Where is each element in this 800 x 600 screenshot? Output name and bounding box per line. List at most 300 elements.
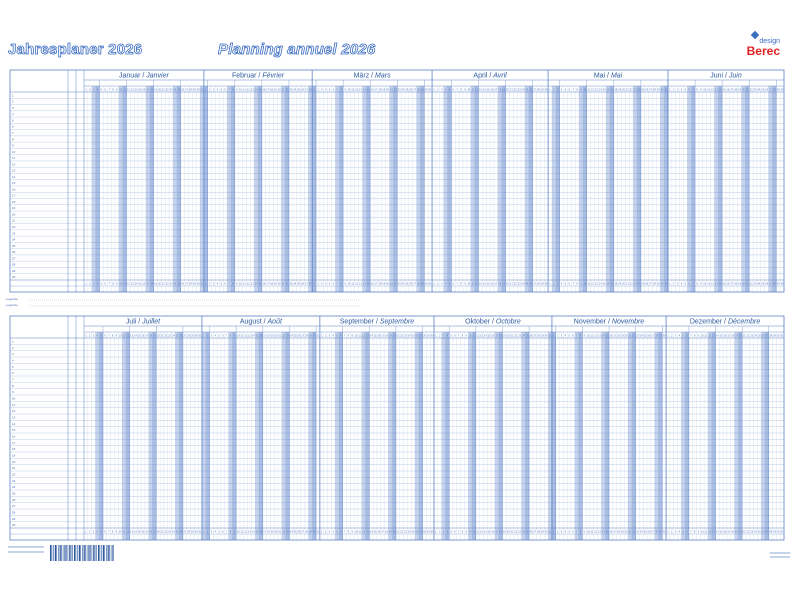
day-number: 11 bbox=[587, 88, 591, 92]
barcode-bar bbox=[93, 545, 94, 561]
barcode-bar bbox=[69, 545, 70, 561]
day-number-footer: 15 bbox=[138, 282, 142, 286]
day-number: 22 bbox=[749, 88, 753, 92]
day-number-footer: 23 bbox=[517, 282, 521, 286]
day-number: 24 bbox=[173, 88, 177, 92]
day-number-footer: 4 bbox=[96, 530, 99, 534]
day-number-footer: 5 bbox=[682, 530, 684, 534]
day-number-footer: 6 bbox=[572, 530, 574, 534]
day-number: 8 bbox=[112, 88, 114, 92]
day-number-footer: 1 bbox=[313, 282, 315, 286]
day-number-footer: 2 bbox=[438, 530, 441, 534]
day-number-footer: 26 bbox=[761, 530, 765, 534]
day-number: 16 bbox=[609, 334, 613, 338]
day-number: 7 bbox=[692, 88, 694, 92]
day-number-footer: 25 bbox=[177, 282, 181, 286]
day-number-footer: 7 bbox=[690, 530, 692, 534]
day-number: 8 bbox=[696, 88, 698, 92]
day-number-footer: 20 bbox=[386, 282, 390, 286]
day-number-footer: 7 bbox=[336, 282, 339, 286]
day-number: 23 bbox=[404, 334, 407, 338]
day-number-footer: 14 bbox=[362, 282, 366, 286]
day-number-footer: 13 bbox=[598, 530, 601, 534]
day-number-footer: 17 bbox=[145, 530, 149, 534]
day-number: 2 bbox=[438, 334, 441, 338]
day-number-footer: 4 bbox=[332, 530, 334, 534]
row-number: 9 bbox=[12, 143, 14, 148]
barcode-bar bbox=[96, 545, 97, 561]
day-number: 25 bbox=[175, 334, 179, 338]
day-number-footer: 28 bbox=[305, 530, 308, 534]
day-number: 8 bbox=[460, 88, 462, 92]
day-number: 6 bbox=[340, 334, 342, 338]
day-number: 2 bbox=[671, 334, 673, 338]
row-number: 2 bbox=[12, 345, 14, 350]
month-label: Juli / Juillet bbox=[125, 318, 161, 326]
day-number-footer: 10 bbox=[119, 282, 123, 286]
row-number: 2 bbox=[12, 99, 14, 104]
day-number: 12 bbox=[594, 334, 598, 338]
day-number-footer: 1 bbox=[549, 282, 551, 286]
day-number: 28 bbox=[187, 334, 191, 338]
weekend-column bbox=[259, 332, 263, 540]
day-number: 28 bbox=[652, 88, 656, 92]
day-number-footer: 6 bbox=[222, 530, 224, 534]
weekend-column bbox=[712, 332, 716, 540]
day-number: 12 bbox=[244, 334, 248, 338]
day-number: 29 bbox=[540, 334, 544, 338]
day-number: 14 bbox=[362, 88, 366, 92]
day-number: 28 bbox=[769, 334, 773, 338]
day-number: 3 bbox=[557, 88, 559, 92]
day-number-footer: 8 bbox=[460, 282, 462, 286]
day-number-footer: 23 bbox=[636, 530, 639, 534]
day-number: 17 bbox=[263, 334, 267, 338]
day-number-footer: 13 bbox=[359, 282, 362, 286]
row-number: 25 bbox=[12, 243, 16, 248]
day-number: 2 bbox=[556, 334, 559, 338]
day-number-footer: 7 bbox=[108, 530, 110, 534]
day-number-footer: 29 bbox=[656, 282, 660, 286]
day-number: 4 bbox=[560, 88, 563, 92]
weekend-column bbox=[552, 332, 556, 540]
day-number-footer: 27 bbox=[533, 530, 537, 534]
day-number-footer: 25 bbox=[757, 530, 761, 534]
day-number-footer: 28 bbox=[772, 282, 776, 286]
day-number-footer: 14 bbox=[483, 530, 487, 534]
day-number: 9 bbox=[351, 334, 353, 338]
day-number: 1 bbox=[205, 88, 207, 92]
day-number-footer: 1 bbox=[553, 530, 555, 534]
day-number: 20 bbox=[277, 88, 281, 92]
day-number: 24 bbox=[639, 334, 643, 338]
day-number-footer: 2 bbox=[317, 282, 319, 286]
row-number: 14 bbox=[12, 174, 16, 179]
day-number: 5 bbox=[328, 88, 331, 92]
day-number-footer: 7 bbox=[692, 282, 694, 286]
day-number: 1 bbox=[433, 88, 435, 92]
day-number: 10 bbox=[354, 334, 358, 338]
day-number: 3 bbox=[441, 88, 443, 92]
day-number-footer: 29 bbox=[426, 530, 430, 534]
day-number-footer: 30 bbox=[780, 282, 784, 286]
row-number: 16 bbox=[12, 187, 16, 192]
row-number: 3 bbox=[12, 352, 14, 357]
day-number-footer: 22 bbox=[285, 282, 289, 286]
day-number: 28 bbox=[772, 88, 776, 92]
day-number: 6 bbox=[568, 88, 571, 92]
day-number-footer: 12 bbox=[127, 282, 130, 286]
day-number-footer: 21 bbox=[745, 282, 749, 286]
day-number-footer: 17 bbox=[146, 282, 150, 286]
day-number-footer: 11 bbox=[587, 282, 591, 286]
day-number-footer: 6 bbox=[686, 530, 688, 534]
barcode-bar bbox=[60, 545, 61, 561]
day-number-footer: 3 bbox=[321, 282, 323, 286]
day-number-footer: 26 bbox=[297, 530, 301, 534]
day-number-footer: 1 bbox=[669, 282, 671, 286]
day-number: 3 bbox=[210, 334, 213, 338]
weekend-column bbox=[255, 332, 259, 540]
day-number: 4 bbox=[446, 334, 449, 338]
barcode-bar bbox=[111, 545, 112, 561]
day-number-footer: 17 bbox=[727, 530, 731, 534]
day-number: 4 bbox=[444, 88, 447, 92]
day-number-footer: 30 bbox=[312, 530, 316, 534]
day-number: 14 bbox=[483, 334, 487, 338]
row-number: 27 bbox=[12, 504, 16, 509]
day-number-footer: 1 bbox=[435, 530, 437, 534]
barcode-bar bbox=[52, 545, 53, 561]
day-number: 4 bbox=[96, 88, 99, 92]
row-number: 24 bbox=[12, 237, 16, 242]
day-number-footer: 19 bbox=[388, 530, 392, 534]
day-number: 13 bbox=[130, 88, 134, 92]
day-number: 6 bbox=[686, 334, 688, 338]
day-number-footer: 13 bbox=[130, 530, 133, 534]
day-number: 6 bbox=[332, 88, 335, 92]
day-number-footer: 25 bbox=[643, 530, 647, 534]
day-number-footer: 15 bbox=[605, 530, 609, 534]
legend-label: Legende bbox=[6, 297, 18, 301]
day-number: 29 bbox=[190, 334, 194, 338]
day-number-footer: 17 bbox=[266, 282, 270, 286]
row-number: 3 bbox=[12, 105, 14, 110]
row-number: 22 bbox=[12, 472, 16, 477]
day-number: 24 bbox=[289, 334, 293, 338]
day-number-footer: 2 bbox=[324, 530, 327, 534]
day-number-footer: 28 bbox=[308, 282, 312, 286]
barcode-bar bbox=[98, 545, 99, 561]
day-number-footer: 2 bbox=[673, 282, 675, 286]
day-number: 25 bbox=[411, 334, 415, 338]
day-number-footer: 4 bbox=[216, 282, 219, 286]
day-number: 15 bbox=[602, 88, 606, 92]
month-label: August / Août bbox=[239, 318, 282, 326]
day-number: 26 bbox=[297, 334, 301, 338]
day-number: 12 bbox=[708, 334, 712, 338]
day-number: 3 bbox=[92, 334, 95, 338]
day-number: 23 bbox=[168, 334, 172, 338]
weekend-column bbox=[765, 332, 769, 540]
day-number: 15 bbox=[366, 88, 370, 92]
day-number: 22 bbox=[513, 88, 517, 92]
day-number: 6 bbox=[688, 88, 690, 92]
day-number-footer: 18 bbox=[614, 282, 618, 286]
day-number: 13 bbox=[594, 88, 598, 92]
day-number: 11 bbox=[704, 334, 708, 338]
day-number-footer: 20 bbox=[506, 282, 509, 286]
day-number-footer: 20 bbox=[738, 530, 742, 534]
day-number: 1 bbox=[85, 88, 87, 92]
day-number: 27 bbox=[765, 334, 769, 338]
day-number: 12 bbox=[475, 88, 478, 92]
day-number: 24 bbox=[754, 334, 757, 338]
day-number: 8 bbox=[229, 334, 232, 338]
day-number-footer: 10 bbox=[583, 282, 587, 286]
day-number: 9 bbox=[116, 88, 118, 92]
barcode-bar bbox=[72, 545, 73, 561]
day-number-footer: 23 bbox=[753, 282, 757, 286]
day-number: 17 bbox=[610, 88, 614, 92]
day-number: 12 bbox=[126, 334, 130, 338]
day-number: 27 bbox=[183, 334, 187, 338]
day-number-footer: 16 bbox=[141, 530, 145, 534]
day-number-footer: 2 bbox=[88, 530, 91, 534]
day-number: 28 bbox=[305, 334, 308, 338]
barcode-bar bbox=[77, 545, 78, 561]
day-number: 13 bbox=[478, 88, 482, 92]
day-number: 11 bbox=[590, 334, 594, 338]
day-number: 27 bbox=[301, 334, 305, 338]
day-number-footer: 30 bbox=[196, 282, 200, 286]
day-number: 3 bbox=[442, 334, 445, 338]
day-number: 30 bbox=[544, 334, 548, 338]
day-number: 13 bbox=[714, 88, 718, 92]
day-number-footer: 26 bbox=[765, 282, 769, 286]
day-number: 13 bbox=[712, 334, 716, 338]
row-number: 15 bbox=[12, 428, 16, 433]
day-number-footer: 13 bbox=[480, 530, 483, 534]
row-number: 21 bbox=[12, 218, 16, 223]
barcode-bar bbox=[58, 545, 59, 561]
day-number: 23 bbox=[169, 88, 173, 92]
day-number: 16 bbox=[262, 88, 266, 92]
row-number: 13 bbox=[12, 415, 16, 420]
day-number: 16 bbox=[723, 334, 727, 338]
weekend-column bbox=[605, 332, 609, 540]
day-number-footer: 21 bbox=[628, 530, 632, 534]
day-number: 18 bbox=[149, 334, 153, 338]
day-number: 20 bbox=[741, 88, 745, 92]
day-number-footer: 24 bbox=[637, 282, 641, 286]
day-number: 7 bbox=[228, 88, 230, 92]
weekend-column bbox=[126, 332, 130, 540]
day-number-footer: 11 bbox=[243, 282, 246, 286]
barcode-bar bbox=[64, 545, 65, 561]
day-number-footer: 28 bbox=[188, 282, 192, 286]
day-number: 14 bbox=[369, 334, 373, 338]
weekend-column bbox=[522, 332, 526, 540]
day-number: 20 bbox=[392, 334, 396, 338]
day-number: 9 bbox=[344, 88, 346, 92]
weekend-column bbox=[335, 332, 339, 540]
day-number-footer: 27 bbox=[304, 282, 308, 286]
day-number-footer: 24 bbox=[639, 530, 643, 534]
day-number: 17 bbox=[145, 334, 149, 338]
weekend-column bbox=[442, 332, 449, 540]
row-number: 18 bbox=[12, 199, 16, 204]
day-number-footer: 9 bbox=[344, 282, 346, 286]
day-number-footer: 27 bbox=[765, 530, 769, 534]
day-number-footer: 19 bbox=[502, 282, 506, 286]
day-number-footer: 30 bbox=[660, 282, 664, 286]
row-number: 23 bbox=[12, 478, 16, 483]
day-number-footer: 9 bbox=[116, 282, 118, 286]
day-number-footer: 3 bbox=[674, 530, 677, 534]
day-number-footer: 21 bbox=[742, 530, 746, 534]
day-number: 11 bbox=[122, 334, 126, 338]
day-number: 1 bbox=[321, 334, 323, 338]
day-number: 5 bbox=[336, 334, 338, 338]
day-number: 11 bbox=[707, 88, 710, 92]
day-number: 25 bbox=[643, 334, 647, 338]
day-number: 1 bbox=[203, 334, 205, 338]
day-number-footer: 30 bbox=[776, 530, 780, 534]
day-number-footer: 12 bbox=[355, 282, 359, 286]
day-number: 4 bbox=[680, 88, 683, 92]
day-number-footer: 12 bbox=[708, 530, 712, 534]
print-info-block bbox=[770, 556, 790, 558]
day-number-footer: 10 bbox=[700, 530, 704, 534]
day-number: 26 bbox=[301, 88, 304, 92]
day-number: 2 bbox=[317, 88, 319, 92]
row-number: 19 bbox=[12, 453, 16, 458]
day-number-footer: 16 bbox=[609, 530, 613, 534]
day-number: 24 bbox=[757, 88, 761, 92]
day-number: 30 bbox=[776, 334, 780, 338]
day-number-footer: 18 bbox=[617, 530, 620, 534]
day-number-footer: 4 bbox=[214, 530, 216, 534]
day-number: 31 bbox=[548, 334, 552, 338]
day-number-footer: 27 bbox=[649, 282, 653, 286]
day-number: 12 bbox=[127, 88, 130, 92]
day-number: 3 bbox=[328, 334, 331, 338]
day-number: 26 bbox=[761, 334, 765, 338]
day-number-footer: 17 bbox=[374, 282, 378, 286]
day-number-footer: 24 bbox=[173, 282, 177, 286]
day-number: 29 bbox=[658, 334, 662, 338]
day-number-footer: 15 bbox=[719, 530, 723, 534]
article-number-block bbox=[8, 546, 44, 548]
day-number: 30 bbox=[196, 88, 200, 92]
day-number: 16 bbox=[606, 88, 610, 92]
day-number: 28 bbox=[188, 88, 192, 92]
day-number-footer: 4 bbox=[324, 282, 327, 286]
day-number-footer: 2 bbox=[437, 282, 439, 286]
day-number-footer: 14 bbox=[254, 282, 258, 286]
day-number-footer: 29 bbox=[540, 530, 544, 534]
day-number-footer: 25 bbox=[411, 530, 415, 534]
day-number: 14 bbox=[601, 334, 605, 338]
row-number: 24 bbox=[12, 485, 16, 490]
title-french: Planning annuel 2026 bbox=[218, 41, 376, 58]
row-number: 12 bbox=[12, 409, 16, 414]
day-number: 31 bbox=[316, 334, 320, 338]
day-number: 6 bbox=[104, 88, 106, 92]
day-number-footer: 29 bbox=[190, 530, 194, 534]
day-number-footer: 10 bbox=[118, 530, 122, 534]
day-number-footer: 18 bbox=[734, 282, 738, 286]
day-number-footer: 11 bbox=[240, 530, 244, 534]
day-number-footer: 16 bbox=[370, 282, 374, 286]
day-number-footer: 22 bbox=[632, 530, 636, 534]
day-number-footer: 7 bbox=[225, 530, 228, 534]
weekend-column bbox=[685, 332, 689, 540]
day-number-footer: 4 bbox=[678, 530, 681, 534]
day-number: 22 bbox=[393, 88, 397, 92]
weekend-column bbox=[658, 332, 662, 540]
day-number: 30 bbox=[780, 88, 784, 92]
day-number-footer: 15 bbox=[137, 530, 141, 534]
day-number: 17 bbox=[146, 88, 150, 92]
day-number: 8 bbox=[347, 334, 350, 338]
barcode-bar bbox=[109, 545, 110, 561]
day-number: 25 bbox=[293, 334, 297, 338]
day-number-footer: 9 bbox=[464, 282, 466, 286]
day-number: 4 bbox=[332, 334, 334, 338]
day-number: 28 bbox=[417, 88, 420, 92]
month-label: Oktober / Octobre bbox=[465, 318, 521, 326]
day-number: 7 bbox=[458, 334, 460, 338]
print-info-block bbox=[770, 552, 790, 554]
weekend-column bbox=[366, 332, 370, 540]
day-number: 15 bbox=[138, 88, 142, 92]
day-number-footer: 6 bbox=[332, 282, 335, 286]
day-number-footer: 23 bbox=[168, 530, 172, 534]
day-number-footer: 23 bbox=[750, 530, 754, 534]
day-number-footer: 18 bbox=[270, 282, 274, 286]
day-number-footer: 13 bbox=[365, 530, 369, 534]
day-number-footer: 18 bbox=[499, 530, 503, 534]
day-number: 5 bbox=[100, 334, 102, 338]
day-number: 12 bbox=[246, 88, 250, 92]
barcode-bar bbox=[61, 545, 62, 561]
day-number-footer: 8 bbox=[111, 530, 114, 534]
day-number-footer: 19 bbox=[502, 530, 506, 534]
day-number: 7 bbox=[456, 88, 458, 92]
day-number: 15 bbox=[719, 334, 723, 338]
day-number-footer: 9 bbox=[700, 282, 702, 286]
day-number: 27 bbox=[304, 88, 308, 92]
day-number-footer: 5 bbox=[100, 530, 102, 534]
day-number-footer: 22 bbox=[629, 282, 633, 286]
day-number: 15 bbox=[373, 334, 377, 338]
day-number-footer: 7 bbox=[575, 530, 578, 534]
day-number-footer: 27 bbox=[651, 530, 655, 534]
day-number-footer: 30 bbox=[194, 530, 198, 534]
day-number-footer: 16 bbox=[491, 530, 495, 534]
day-number-footer: 20 bbox=[157, 282, 161, 286]
day-number-footer: 30 bbox=[662, 530, 666, 534]
day-number: 17 bbox=[730, 88, 734, 92]
row-number: 26 bbox=[12, 250, 16, 255]
day-number-footer: 13 bbox=[594, 282, 598, 286]
day-number: 7 bbox=[690, 334, 692, 338]
weekend-column bbox=[179, 332, 183, 540]
day-number-footer: 10 bbox=[236, 530, 240, 534]
day-number-footer: 20 bbox=[274, 530, 278, 534]
